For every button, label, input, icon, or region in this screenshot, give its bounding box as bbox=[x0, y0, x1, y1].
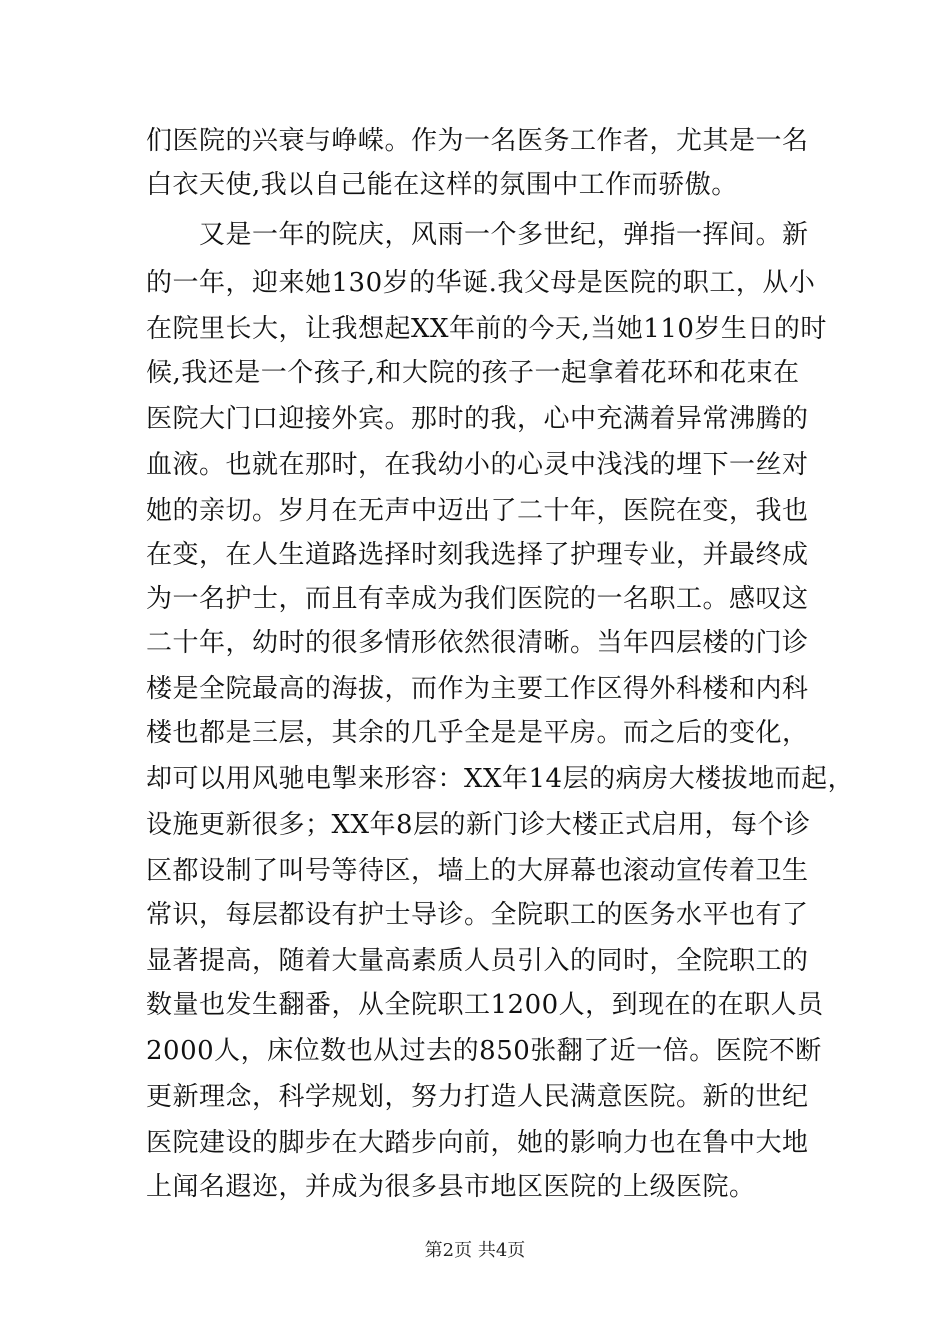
text-line: 楼也都是三层，其余的几乎全是是平房。而之后的变化， bbox=[146, 718, 809, 748]
text-line: 医院建设的脚步在大踏步向前，她的影响力也在鲁中大地 bbox=[146, 1128, 809, 1158]
text-line: 设施更新很多；XX年8层的新门诊大楼正式启用，每个诊 bbox=[146, 810, 811, 840]
text-line: 二十年，幼时的很多情形依然很清晰。当年四层楼的门诊 bbox=[146, 628, 809, 658]
text-line: 上闻名遐迩，并成为很多县市地区医院的上级医院。 bbox=[146, 1172, 756, 1202]
text-line: 医院大门口迎接外宾。那时的我，心中充满着异常沸腾的 bbox=[146, 404, 809, 434]
text-line: 数量也发生翻番，从全院职工1200人，到现在的在职人员 bbox=[146, 990, 824, 1020]
text-line: 血液。也就在那时，在我幼小的心灵中浅浅的埋下一丝对 bbox=[146, 450, 809, 480]
text-line: 2000人，床位数也从过去的850张翻了近一倍。医院不断 bbox=[146, 1036, 822, 1066]
text-line: 的一年，迎来她130岁的华诞.我父母是医院的职工，从小 bbox=[146, 268, 816, 298]
text-line: 又是一年的院庆，风雨一个多世纪，弹指一挥间。新 bbox=[146, 220, 809, 250]
page-number-footer: 第2页 共4页 bbox=[424, 1240, 526, 1261]
text-line: 常识，每层都设有护士导诊。全院职工的医务水平也有了 bbox=[146, 900, 809, 930]
text-line: 在变，在人生道路选择时刻我选择了护理专业，并最终成 bbox=[146, 540, 809, 570]
text-line: 白衣天使,我以自己能在这样的氛围中工作而骄傲。 bbox=[146, 170, 738, 200]
text-line: 更新理念，科学规划，努力打造人民满意医院。新的世纪 bbox=[146, 1082, 809, 1112]
text-line: 为一名护士，而且有幸成为我们医院的一名职工。感叹这 bbox=[146, 584, 809, 614]
text-line: 区都设制了叫号等待区，墙上的大屏幕也滚动宣传着卫生 bbox=[146, 856, 809, 886]
text-line: 却可以用风驰电掣来形容：XX年14层的病房大楼拔地而起， bbox=[146, 764, 855, 794]
text-line: 在院里长大，让我想起XX年前的今天,当她110岁生日的时 bbox=[146, 314, 827, 344]
text-line: 们医院的兴衰与峥嵘。作为一名医务工作者，尤其是一名 bbox=[146, 126, 809, 156]
text-line: 显著提高，随着大量高素质人员引入的同时，全院职工的 bbox=[146, 946, 809, 976]
text-line: 候,我还是一个孩子,和大院的孩子一起拿着花环和花束在 bbox=[146, 358, 800, 388]
text-line: 楼是全院最高的海拔，而作为主要工作区得外科楼和内科 bbox=[146, 674, 809, 704]
text-line: 她的亲切。岁月在无声中迈出了二十年，医院在变，我也 bbox=[146, 496, 809, 526]
